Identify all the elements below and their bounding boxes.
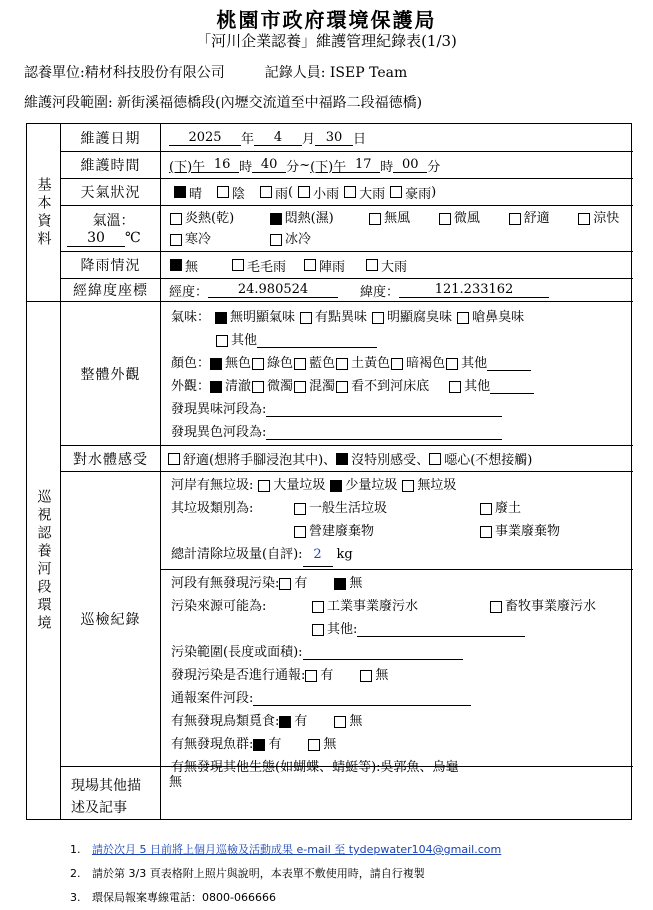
temp-opt-4-label: 舒適 (523, 211, 550, 226)
look-row (171, 375, 627, 398)
feeling-none-checkbox[interactable] (336, 453, 348, 465)
note-2-text: 請於第 3/3 頁表格附上照片與說明，本表單不敷使用時，請自行複製 (92, 867, 425, 880)
smell-label: 氣味： (171, 310, 211, 325)
rainfall-opt-2-checkbox[interactable] (304, 259, 316, 271)
look-opt-2-option[interactable] (293, 375, 335, 398)
feeling-sep: 、 (323, 453, 337, 468)
recorder-label: 記錄人員: (264, 65, 326, 81)
color-opt-3-checkbox[interactable] (336, 358, 348, 370)
garbage-type-household-label: 一般生活垃圾 (309, 501, 388, 516)
look-opt-3-label: 看不到河床底 (351, 379, 430, 394)
birds-yes-label: 有 (294, 714, 308, 729)
time-end-hour: 17 (346, 157, 380, 173)
date-month-unit: 月 (302, 132, 316, 147)
smell-opt-2-label: 明顯腐臭味 (387, 310, 453, 325)
temp-opt-5-option[interactable] (573, 207, 633, 230)
smell-opt-4-label: 其他 (231, 333, 258, 348)
smell-opt-0-option[interactable] (210, 306, 295, 329)
fish-label: 有無發現魚群: (171, 737, 254, 752)
remarks-value: 無 (169, 775, 183, 790)
date-day-unit: 日 (353, 132, 367, 147)
color-opt-1-checkbox[interactable] (252, 358, 264, 370)
color-opt-4-label: 暗褐色 (406, 356, 446, 371)
garbage-type-row2 (171, 520, 627, 543)
garbage-opt-0-checkbox[interactable] (258, 480, 270, 492)
smell-opt-3-label: 嗆鼻臭味 (472, 310, 525, 325)
rainfall-label: 降雨情況 (61, 252, 161, 279)
garbage-type-soil-label: 廢土 (495, 501, 522, 516)
fish-no-checkbox[interactable] (308, 739, 320, 751)
birds-no-checkbox[interactable] (334, 716, 346, 728)
section-basic-label: 基本資料 (35, 176, 52, 249)
temp-opt-0-label: 炎熱(乾) (185, 211, 235, 226)
color-opt-5-option[interactable] (445, 352, 487, 375)
rainfall-opt-2-label: 陣雨 (319, 259, 346, 275)
note-1-text[interactable]: 請於次月 5 日前將上個月巡檢及活動成果 e-mail 至 tydepwater104@gmail.com (92, 843, 502, 856)
section-basic (27, 124, 61, 302)
time-start-hour: 16 (205, 157, 239, 173)
weather-paren-close: ) (431, 184, 437, 200)
smell-other-row (171, 329, 627, 352)
weather-label: 天氣狀況 (61, 179, 161, 206)
look-opt-1-checkbox[interactable] (252, 381, 264, 393)
garbage-type-row1 (171, 497, 627, 520)
look-opt-3-checkbox[interactable] (336, 381, 348, 393)
garbage-total-value: 2 (303, 543, 333, 567)
adopter-value: 精材科技股份有限公司 (84, 65, 225, 81)
smell-opt-4-checkbox[interactable] (216, 335, 228, 347)
weather-rain-label: 雨 (275, 186, 289, 202)
feeling-none-label: 沒特別感受 (351, 453, 417, 468)
time-start-min: 40 (252, 157, 286, 173)
time-label: 維護時間 (61, 152, 161, 179)
footnotes (70, 838, 501, 910)
temp-opt-1-option[interactable] (265, 207, 365, 230)
pollution-no-checkbox[interactable] (334, 578, 346, 590)
temp-opt-7-option[interactable] (265, 228, 345, 251)
temp-opt-7-checkbox[interactable] (270, 234, 282, 246)
temp-opt-2-checkbox[interactable] (369, 213, 381, 225)
date-label: 維護日期 (61, 124, 161, 152)
odd-color-row[interactable] (171, 421, 627, 444)
look-label: 外觀： (171, 379, 211, 394)
color-row (171, 352, 627, 375)
garbage-opt-2-label: 無垃圾 (417, 478, 457, 493)
time-hour-unit: 時 (239, 159, 253, 175)
remarks-field[interactable] (161, 767, 633, 820)
color-opt-3-label: 土黃色 (351, 356, 391, 371)
weather-light-rain-checkbox[interactable] (298, 186, 310, 198)
source-other-label: 其他: (327, 622, 358, 637)
recorder-value: ISEP Team (329, 65, 408, 81)
feeling-comfort-label: 舒適(想將手腳浸泡其中) (183, 453, 324, 468)
remarks-label-line1: 現場其他描 (71, 778, 141, 794)
patrol-field (161, 472, 633, 775)
temp-opt-1-label: 悶熱(濕) (284, 211, 334, 226)
feeling-disgust-label: 噁心(不想接觸) (444, 453, 533, 468)
coords-label: 經緯度座標 (61, 279, 161, 302)
rainfall-opt-2-option[interactable] (299, 256, 361, 275)
garbage-total-label: 總計清除垃圾量(自評): (171, 547, 303, 562)
rainfall-opt-0-checkbox[interactable] (170, 259, 182, 271)
color-opt-5-label: 其他 (461, 356, 488, 371)
feeling-sep2: 、 (416, 453, 430, 468)
feeling-disgust-checkbox[interactable] (429, 453, 441, 465)
weather-heavy-rain-label: 大雨 (359, 186, 386, 202)
weather-cloudy-checkbox[interactable] (217, 186, 229, 198)
garbage-opt-1-checkbox[interactable] (330, 480, 342, 492)
smell-opt-1-checkbox[interactable] (300, 312, 312, 324)
temp-options-row2 (165, 229, 633, 250)
odd-smell-row[interactable] (171, 398, 627, 421)
temp-opt-3-label: 微風 (453, 211, 480, 226)
coords-field[interactable] (161, 279, 633, 302)
temp-options-row1 (165, 208, 633, 229)
case-row[interactable] (171, 687, 627, 710)
temp-opt-4-option[interactable] (504, 207, 574, 230)
note-2: 2. 請於第 3/3 頁表格附上照片與說明，本表單不敷使用時，請自行複製 (70, 867, 425, 880)
pollution-yes-label: 有 (294, 576, 308, 591)
smell-opt-4-option[interactable] (211, 329, 257, 352)
temp-opt-0-checkbox[interactable] (170, 213, 182, 225)
patrol-label: 巡檢紀錄 (61, 472, 161, 767)
pollution-yes-checkbox[interactable] (279, 578, 291, 590)
notify-no-checkbox[interactable] (360, 670, 372, 682)
temp-opt-2-option[interactable] (364, 207, 434, 230)
garbage-type-construction-label: 營建廢棄物 (309, 524, 375, 539)
color-opt-2-option[interactable] (293, 352, 335, 375)
source-other-checkbox[interactable] (312, 624, 324, 636)
look-opt-0-checkbox[interactable] (210, 381, 222, 393)
pollution-row (171, 572, 627, 595)
weather-paren-open: ( (288, 184, 294, 200)
date-year: 2025 (169, 130, 241, 146)
lon-value: 24.980524 (208, 282, 338, 298)
odd-color-label: 發現異色河段為: (171, 425, 267, 440)
range-label: 維護河段範圍: (24, 95, 113, 111)
scope-row[interactable] (171, 641, 627, 664)
temp-opt-0-option[interactable] (165, 207, 265, 230)
garbage-type-soil-checkbox[interactable] (480, 503, 492, 515)
color-opt-0-checkbox[interactable] (210, 358, 222, 370)
birds-label: 有無發現鳥類覓食: (171, 714, 280, 729)
smell-opt-1-label: 有點異味 (315, 310, 368, 325)
temp-opt-1-checkbox[interactable] (270, 213, 282, 225)
garbage-opt-2-option[interactable] (397, 474, 456, 497)
date-field[interactable] (161, 124, 633, 152)
temp-label: 氣溫： (92, 213, 135, 229)
notify-yes-checkbox[interactable] (305, 670, 317, 682)
time-end-ampm: (下)午 (310, 159, 347, 175)
look-opt-4-label: 其他 (464, 379, 491, 394)
birds-no-label: 無 (349, 714, 363, 729)
overall-label: 整體外觀 (61, 302, 161, 446)
notify-row (171, 664, 627, 687)
feeling-comfort-checkbox[interactable] (168, 453, 180, 465)
overall-field (161, 302, 633, 446)
pollution-no-label: 無 (349, 576, 363, 591)
pollution-block (161, 570, 633, 779)
weather-storm-checkbox[interactable] (390, 186, 402, 198)
garbage-type-industrial-label: 事業廢棄物 (495, 524, 561, 539)
source-livestock-checkbox[interactable] (490, 601, 502, 613)
color-opt-5-checkbox[interactable] (446, 358, 458, 370)
color-label: 顏色： (171, 356, 211, 371)
note-3-text: 環保局報案專線電話：0800-066666 (92, 891, 276, 904)
scope-label: 污染範圍(長度或面積): (171, 645, 303, 660)
source-industrial-label: 工業事業廢污水 (327, 599, 419, 614)
look-opt-4-checkbox[interactable] (449, 381, 461, 393)
date-year-unit: 年 (241, 132, 255, 147)
garbage-type-household-checkbox[interactable] (294, 503, 306, 515)
notify-no-label: 無 (375, 668, 389, 683)
birds-yes-checkbox[interactable] (279, 716, 291, 728)
source-label: 污染來源可能為: (171, 599, 267, 614)
date-month: 4 (254, 130, 302, 146)
garbage-total-unit: kg (336, 547, 353, 562)
smell-opt-2-checkbox[interactable] (372, 312, 384, 324)
garbage-row (171, 474, 627, 497)
eco-label: 有無發現其他生態(如蝴蝶、蜻蜓等): (171, 760, 381, 775)
garbage-type-industrial-checkbox[interactable] (480, 526, 492, 538)
color-opt-1-label: 綠色 (267, 356, 294, 371)
note-1: 1. 請於次月 5 日前將上個月巡檢及活動成果 e-mail 至 tydepwater104@gmail.com (70, 843, 502, 856)
rainfall-opt-0-label: 無 (185, 259, 199, 275)
case-label: 通報案件河段: (171, 691, 254, 706)
color-opt-0-label: 無色 (225, 356, 252, 371)
weather-rain-checkbox[interactable] (260, 186, 272, 198)
weather-sunny-label: 晴 (189, 186, 203, 202)
section-patrol (27, 302, 61, 820)
color-opt-4-checkbox[interactable] (391, 358, 403, 370)
garbage-total-row[interactable] (171, 543, 627, 566)
range-line (24, 92, 422, 112)
color-opt-4-option[interactable] (390, 352, 445, 375)
temp-value: 30 (67, 230, 125, 247)
lat-value: 121.233162 (399, 282, 549, 298)
time-start-ampm: (下)午 (169, 159, 206, 175)
look-opt-0-label: 清澈 (225, 379, 252, 394)
temp-opt-6-checkbox[interactable] (170, 234, 182, 246)
source-livestock-label: 畜牧事業廢污水 (505, 599, 597, 614)
notify-label: 發現污染是否進行通報: (171, 668, 306, 683)
weather-field (161, 179, 633, 206)
temp-opt-7-label: 冰冷 (285, 232, 312, 247)
weather-light-rain-label: 小雨 (313, 186, 340, 202)
look-opt-2-label: 混濁 (309, 379, 336, 394)
range-value: 新街溪福德橋段(內壢交流道至中福路二段福德橋) (117, 95, 423, 111)
remarks-label (61, 767, 161, 820)
garbage-type-construction-checkbox[interactable] (294, 526, 306, 538)
temp-opt-4-checkbox[interactable] (509, 213, 521, 225)
source-row2 (171, 618, 627, 641)
color-opt-1-option[interactable] (251, 352, 293, 375)
rainfall-opt-1-option[interactable] (227, 256, 299, 275)
fish-yes-checkbox[interactable] (253, 739, 265, 751)
smell-opt-1-option[interactable] (295, 306, 367, 329)
fish-no-label: 無 (323, 737, 337, 752)
adopter-label: 認養單位: (24, 65, 85, 81)
adopter-line (24, 62, 407, 82)
temp-opt-5-label: 涼快 (593, 211, 620, 226)
feeling-field (161, 446, 633, 472)
color-opt-2-label: 藍色 (309, 356, 336, 371)
notify-yes-label: 有 (320, 668, 334, 683)
time-field[interactable] (161, 152, 633, 179)
weather-sunny-checkbox[interactable] (174, 186, 186, 198)
time-sep: ~ (299, 157, 311, 173)
rainfall-field (161, 252, 633, 279)
color-opt-2-checkbox[interactable] (294, 358, 306, 370)
smell-opt-0-label: 無明顯氣味 (230, 310, 296, 325)
temp-unit: ℃ (125, 230, 141, 246)
lon-label: 經度： (169, 284, 209, 300)
smell-opt-0-checkbox[interactable] (215, 312, 227, 324)
temp-opt-3-checkbox[interactable] (439, 213, 451, 225)
garbage-opt-0-option[interactable] (253, 474, 325, 497)
date-day: 30 (315, 130, 353, 146)
weather-storm-label: 豪雨 (405, 186, 432, 202)
time-end-hour-unit: 時 (380, 159, 394, 175)
section-patrol-label: 巡視認養河段環境 (35, 489, 52, 633)
time-end-min-unit: 分 (427, 159, 441, 175)
form-subtitle: 「河川企業認養」維護管理紀錄表(1/3) (196, 32, 457, 50)
time-min-unit: 分 (286, 159, 300, 175)
color-opt-3-option[interactable] (335, 352, 390, 375)
temp-opt-3-option[interactable] (434, 207, 504, 230)
fish-row (171, 733, 627, 756)
feeling-label: 對水體感受 (61, 446, 161, 472)
temp-opt-6-option[interactable] (165, 228, 265, 251)
rainfall-opt-0-option[interactable] (165, 256, 227, 275)
weather-cloudy-label: 陰 (232, 186, 246, 202)
pollution-label: 河段有無發現污染: (171, 576, 280, 591)
garbage-opt-1-label: 少量垃圾 (345, 478, 398, 493)
source-row1 (171, 595, 627, 618)
rainfall-opt-1-label: 毛毛雨 (247, 259, 287, 275)
look-opt-2-checkbox[interactable] (294, 381, 306, 393)
garbage-type-label: 其垃圾類別為: (171, 501, 254, 516)
garbage-opt-2-checkbox[interactable] (402, 480, 414, 492)
smell-opt-2-option[interactable] (367, 306, 452, 329)
source-industrial-checkbox[interactable] (312, 601, 324, 613)
fish-yes-label: 有 (268, 737, 282, 752)
smell-row (171, 306, 627, 329)
look-opt-3-option[interactable] (335, 375, 429, 398)
look-opt-1-option[interactable] (251, 375, 293, 398)
look-opt-4-option[interactable] (429, 375, 490, 398)
eco-value: 吳郭魚、烏龜 (380, 760, 459, 775)
lat-label: 緯度： (360, 284, 400, 300)
temp-opt-2-label: 無風 (384, 211, 411, 226)
garbage-opt-1-option[interactable] (325, 474, 397, 497)
temp-field (161, 206, 633, 252)
smell-opt-3-option[interactable] (452, 306, 524, 329)
smell-opt-3-checkbox[interactable] (457, 312, 469, 324)
temp-label-cell (61, 206, 161, 252)
odd-smell-label: 發現異味河段為: (171, 402, 267, 417)
garbage-opt-0-label: 大量垃圾 (273, 478, 326, 493)
rainfall-opt-3-label: 大雨 (381, 259, 408, 275)
look-opt-0-option[interactable] (210, 375, 251, 398)
rainfall-opt-1-checkbox[interactable] (232, 259, 244, 271)
rainfall-opt-3-checkbox[interactable] (366, 259, 378, 271)
weather-heavy-rain-checkbox[interactable] (344, 186, 356, 198)
maintenance-form (26, 123, 632, 820)
rainfall-opt-3-option[interactable] (361, 256, 421, 275)
garbage-label: 河岸有無垃圾: (171, 478, 254, 493)
look-opt-1-label: 微濁 (267, 379, 294, 394)
page-title: 桃園市政府環境保護局 (216, 8, 437, 32)
birds-row (171, 710, 627, 733)
color-opt-0-option[interactable] (210, 352, 251, 375)
temp-opt-6-label: 寒冷 (185, 232, 212, 247)
note-3: 3. 環保局報案專線電話：0800-066666 (70, 891, 276, 904)
garbage-block (161, 472, 633, 570)
temp-opt-5-checkbox[interactable] (578, 213, 590, 225)
remarks-label-line2: 述及記事 (71, 800, 127, 816)
time-end-min: 00 (393, 157, 427, 173)
